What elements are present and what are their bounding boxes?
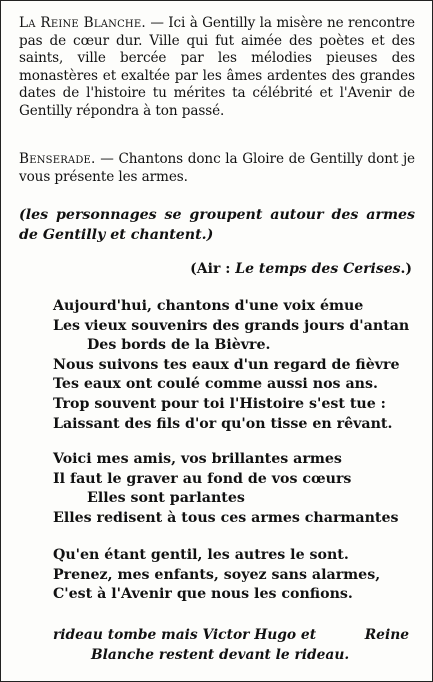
verse-line: Trop souvent pour toi l'Histoire s'est tue : bbox=[53, 395, 386, 412]
closing-line-2: Blanche restent devant le rideau. bbox=[91, 647, 350, 663]
verse-line: Nous suivons tes eaux d'un regard de fièvre bbox=[53, 356, 400, 373]
stanza-1 bbox=[53, 297, 409, 434]
verse-line: C'est à l'Avenir que nous les confions. bbox=[53, 586, 353, 603]
speaker-name: Benserade. bbox=[19, 151, 96, 167]
closing-text: rideau tombe mais Victor Hugo et bbox=[53, 627, 317, 643]
air-prefix: (Air : bbox=[190, 261, 236, 277]
stanza-2 bbox=[53, 450, 399, 528]
verse-line: Qu'en étant gentil, les autres le sont. bbox=[53, 547, 349, 563]
closing-text-end: Reine bbox=[364, 627, 409, 643]
verse-line: Voici mes amis, vos brillantes armes bbox=[53, 451, 342, 467]
air-line bbox=[190, 259, 412, 279]
verse-line: Prenez, mes enfants, soyez sans alarmes, bbox=[53, 566, 381, 583]
benserade-speech bbox=[19, 151, 415, 186]
verse-line: Laissant des fils d'or qu'on tisse en rêvant. bbox=[53, 415, 393, 432]
verse-line: Des bords de la Bièvre. bbox=[87, 337, 271, 354]
verse-line: Il faut le graver au fond de vos cœurs bbox=[53, 470, 352, 487]
reine-blanche-speech bbox=[19, 15, 415, 121]
stage-direction: (les personnages se groupent autour des armes de Gentilly et chantent.) bbox=[19, 207, 415, 243]
verse-line: Les vieux souvenirs des grands jours d'antan bbox=[53, 317, 410, 334]
closing-line-1 bbox=[53, 625, 409, 645]
speech-text: — Chantons donc la Gloire de Gentilly dont je vous présente les armes. bbox=[19, 151, 415, 185]
verse-line: Elles redisent à tous ces armes charmantes bbox=[53, 509, 399, 526]
closing-stage-direction bbox=[53, 625, 409, 665]
air-title: Le temps des Cerises bbox=[235, 261, 401, 277]
verse-line: Elles sont parlantes bbox=[87, 490, 245, 507]
verse-line: Aujourd'hui, chantons d'une voix émue bbox=[53, 298, 364, 314]
verse-line: Tes eaux ont coulé comme aussi nos ans. bbox=[53, 376, 378, 393]
stanza-3 bbox=[53, 546, 380, 605]
speaker-name: La Reine Blanche. bbox=[19, 15, 146, 31]
air-suffix: .) bbox=[400, 261, 412, 277]
speech-text: — Ici à Gentilly la misère ne rencontre pas de cœur dur. Ville qui fut aimée des poètes et des saints, ville bercée par les mélodies pieuses des monastères et exaltée par les âmes ardentes des grandes dates de l'histoire tu mérites ta célébrité et l'Avenir de Gentilly répondra à ton passé. bbox=[19, 15, 416, 119]
